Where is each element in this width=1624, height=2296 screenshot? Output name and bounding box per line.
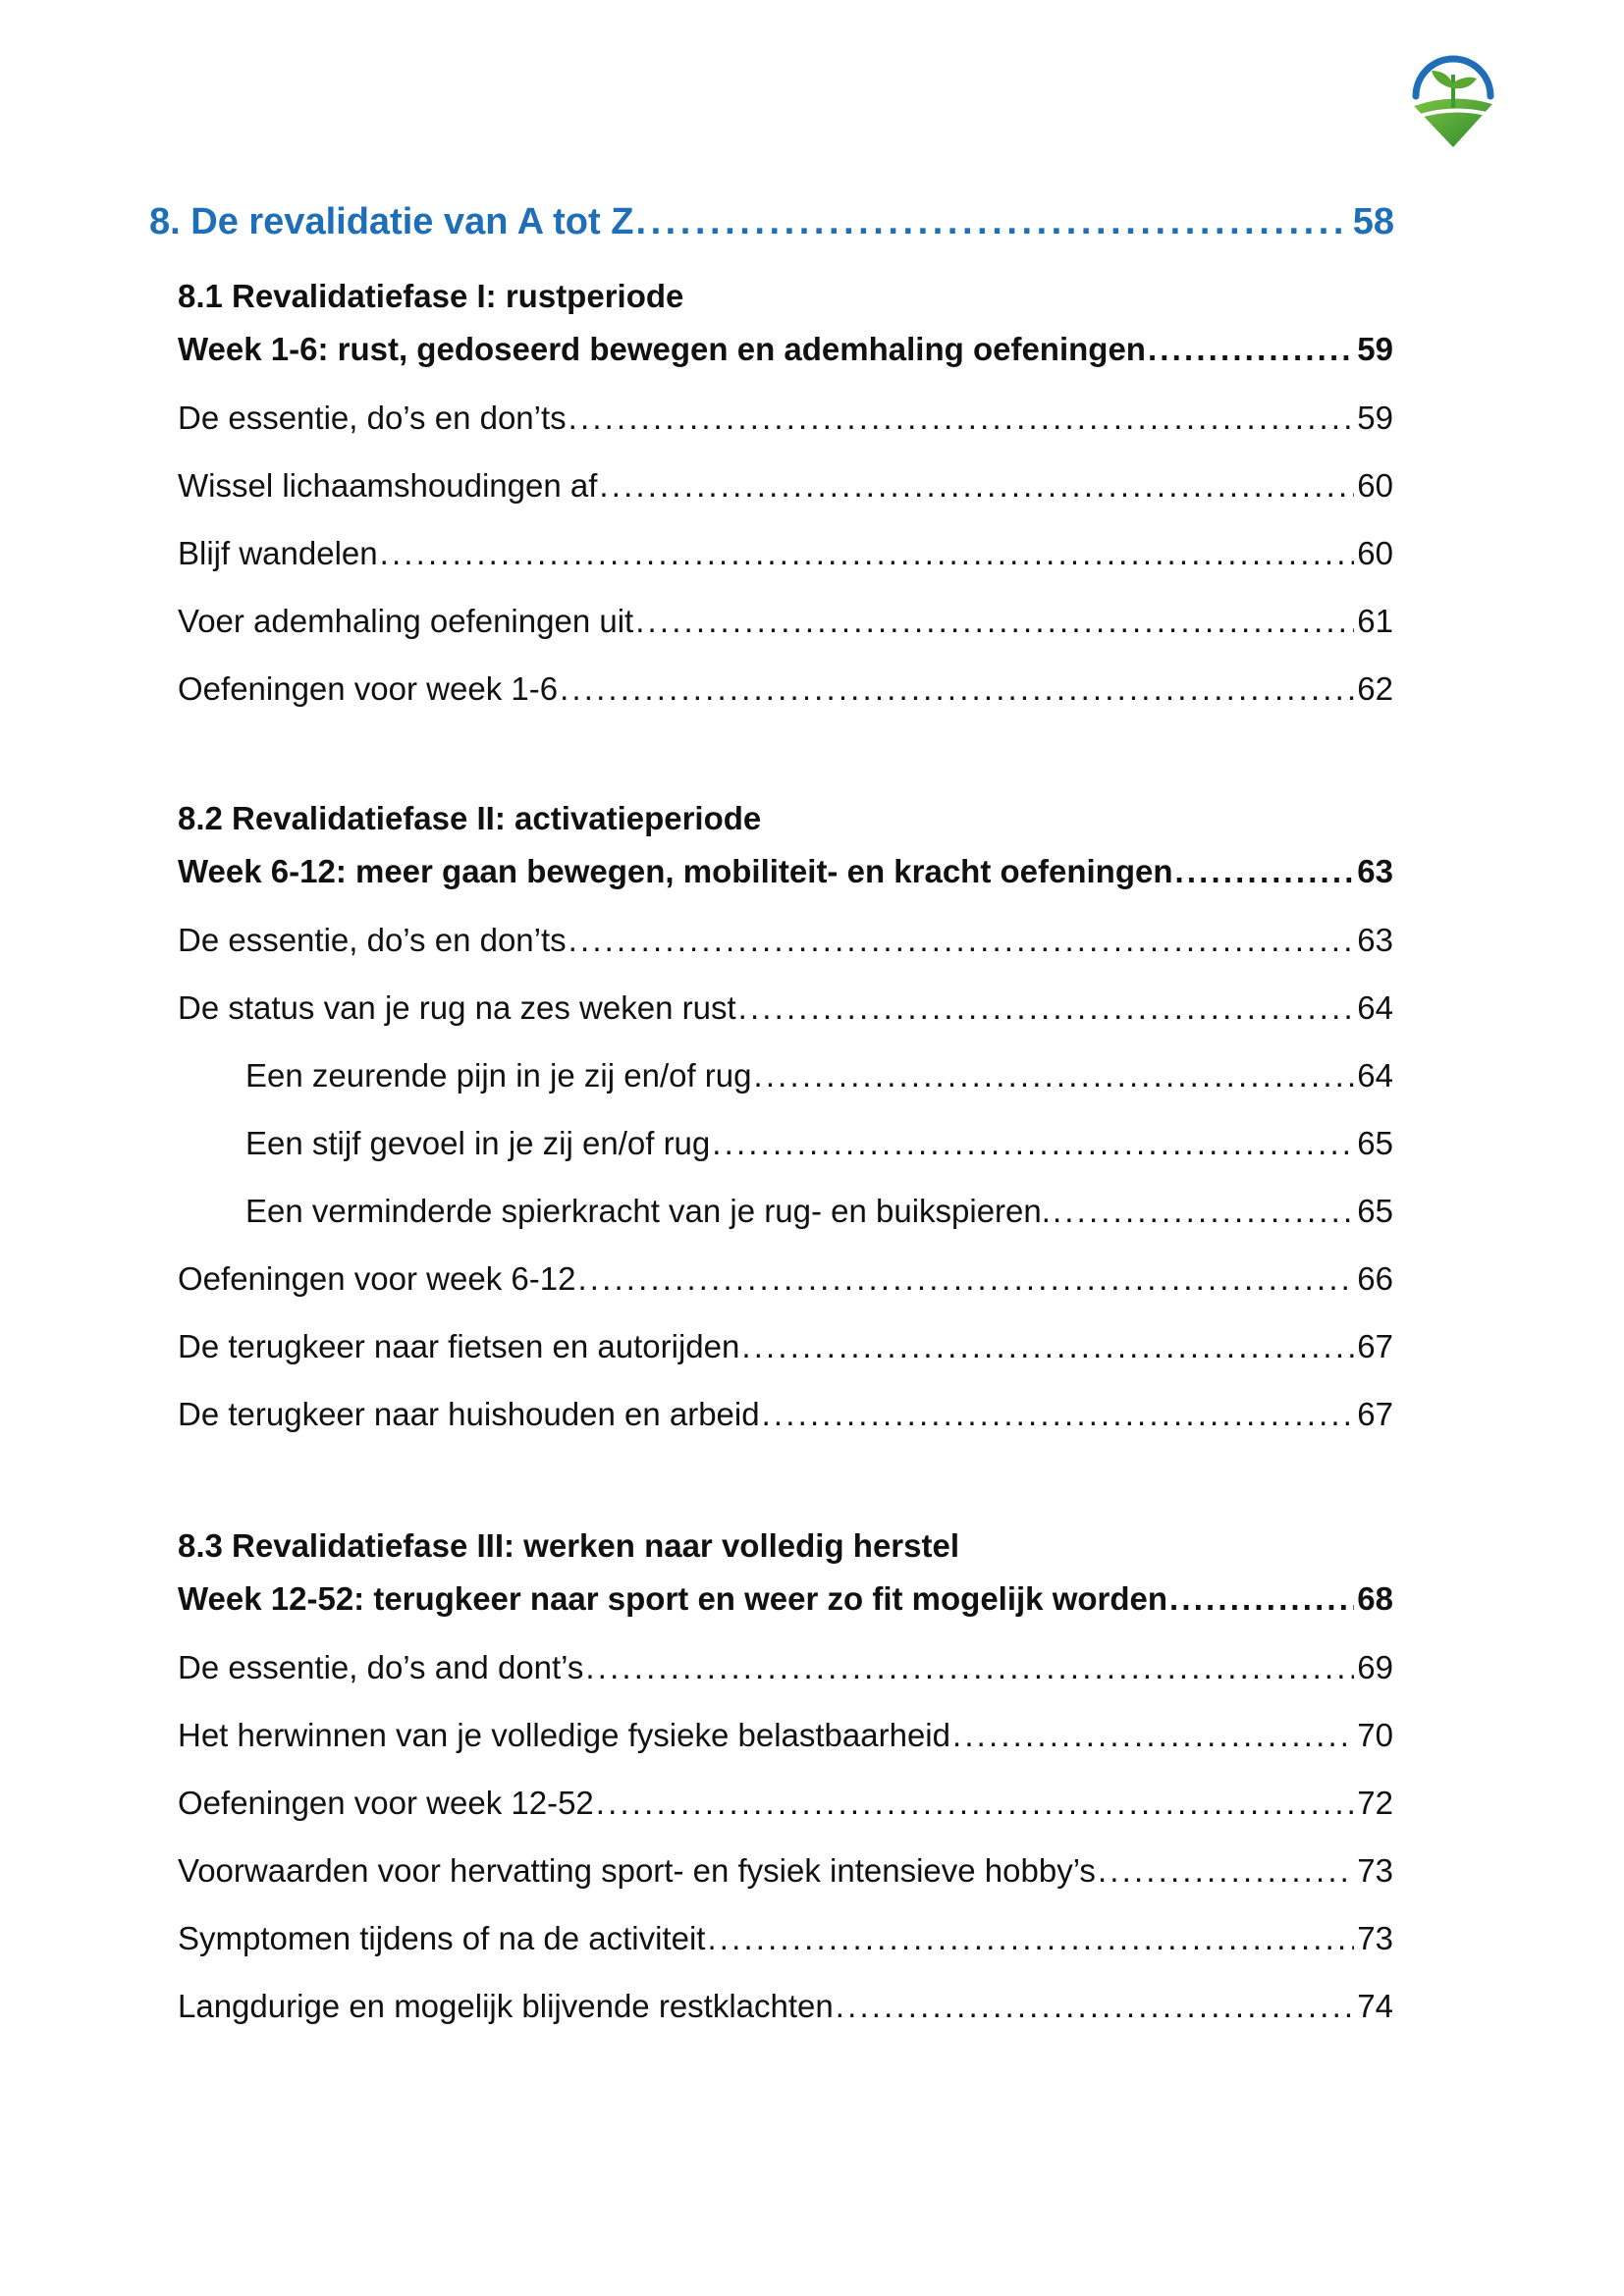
toc-page-number: 73 <box>1357 1920 1393 1956</box>
toc-leader-dots <box>1169 1580 1354 1618</box>
toc-entry[interactable] <box>178 1920 1393 1957</box>
toc-entry[interactable] <box>178 1785 1393 1822</box>
toc-entry-label: De essentie, do’s en don’ts <box>178 400 567 436</box>
toc-page-number: 72 <box>1357 1785 1393 1821</box>
toc-leader-dots <box>1053 1193 1354 1230</box>
toc-entry-label: De status van je rug na zes weken rust <box>178 989 736 1026</box>
toc-leader-dots <box>738 989 1355 1027</box>
toc-entry[interactable] <box>178 467 1393 505</box>
toc-entry[interactable] <box>178 1717 1393 1754</box>
toc-page-number: 68 <box>1357 1580 1393 1617</box>
toc-page-number: 73 <box>1357 1852 1393 1889</box>
toc-entry[interactable] <box>178 1328 1393 1365</box>
toc-entry-label: Wissel lichaamshoudingen af <box>178 467 598 504</box>
toc-chapter-label: 8. De revalidatie van A tot Z <box>149 201 634 242</box>
toc-leader-dots <box>754 1057 1355 1095</box>
toc-leader-dots <box>1098 1852 1354 1890</box>
toc-entry-label: De essentie, do’s en don’ts <box>178 922 567 958</box>
toc-entry-label: Voer ademhaling oefeningen uit <box>178 603 634 639</box>
toc-leader-dots <box>577 1260 1354 1298</box>
toc-leader-dots <box>741 1328 1354 1365</box>
toc-entry[interactable] <box>178 1852 1393 1890</box>
toc-page-number: 63 <box>1357 922 1393 958</box>
toc-section-8-1-title[interactable]: 8.1 Revalidatiefase I: rustperiode <box>178 278 684 314</box>
toc-entry[interactable] <box>178 1988 1393 2025</box>
toc-entry[interactable] <box>178 670 1393 708</box>
toc-week-12-52[interactable] <box>178 1580 1393 1618</box>
toc-entry[interactable] <box>178 603 1393 640</box>
toc-entry[interactable] <box>178 989 1393 1027</box>
toc-leader-dots <box>596 1785 1355 1822</box>
toc-leader-dots <box>599 467 1354 505</box>
toc-entry[interactable] <box>178 400 1393 437</box>
toc-page-number: 74 <box>1357 1988 1393 2024</box>
toc-entry-label: Blijf wandelen <box>178 535 378 571</box>
toc-entry-label: Het herwinnen van je volledige fysieke belastbaarheid <box>178 1717 950 1753</box>
toc-page-number: 65 <box>1357 1125 1393 1161</box>
toc-leader-dots <box>560 670 1354 708</box>
toc-entry-label: Voorwaarden voor hervatting sport- en fysiek intensieve hobby’s <box>178 1852 1096 1889</box>
toc-page-number: 65 <box>1357 1193 1393 1229</box>
toc-leader-dots <box>707 1920 1354 1957</box>
toc-entry-label: Week 1-6: rust, gedoseerd bewegen en ademhaling oefeningen <box>178 331 1146 367</box>
toc-entry-label: Oefeningen voor week 1-6 <box>178 670 559 707</box>
toc-entry-label: Symptomen tijdens of na de activiteit <box>178 1920 706 1956</box>
toc-entry[interactable] <box>178 535 1393 572</box>
toc-page-number: 61 <box>1357 603 1393 639</box>
toc-section-8-3-title[interactable]: 8.3 Revalidatiefase III: werken naar volledig herstel <box>178 1527 960 1564</box>
toc-leader-dots <box>712 1125 1354 1162</box>
toc-page-number: 60 <box>1357 535 1393 571</box>
toc-entry-label: De essentie, do’s and dont’s <box>178 1649 584 1685</box>
toc-subentry[interactable] <box>245 1193 1393 1230</box>
toc-week-1-6[interactable] <box>178 331 1393 368</box>
toc-page-number: 59 <box>1357 400 1393 436</box>
toc-leader-dots <box>380 535 1355 572</box>
toc-leader-dots <box>952 1717 1354 1754</box>
toc-entry-label: Week 6-12: meer gaan bewegen, mobiliteit- en kracht oefeningen <box>178 853 1173 889</box>
toc-entry[interactable] <box>178 1260 1393 1298</box>
toc-page-number: 66 <box>1357 1260 1393 1297</box>
toc-subentry[interactable] <box>245 1125 1393 1162</box>
toc-leader-dots <box>635 603 1354 640</box>
toc-page-number: 63 <box>1357 853 1393 889</box>
seedling-logo-icon <box>1406 45 1500 151</box>
toc-page-number: 64 <box>1357 1057 1393 1094</box>
toc-entry[interactable] <box>178 922 1393 959</box>
toc-entry-label: Langdurige en mogelijk blijvende restklachten <box>178 1988 834 2024</box>
toc-leader-dots <box>585 1649 1354 1686</box>
toc-leader-dots <box>568 400 1355 437</box>
toc-page-number: 67 <box>1357 1328 1393 1364</box>
toc-leader-dots <box>1175 853 1355 890</box>
toc-entry-label: Een stijf gevoel in je zij en/of rug <box>245 1125 711 1161</box>
toc-page-number: 58 <box>1352 201 1394 242</box>
toc-chapter-8[interactable] <box>149 201 1394 243</box>
toc-entry-label: Oefeningen voor week 6-12 <box>178 1260 576 1297</box>
toc-entry[interactable] <box>178 1396 1393 1433</box>
toc-entry-label: Oefeningen voor week 12-52 <box>178 1785 594 1821</box>
toc-entry[interactable] <box>178 1649 1393 1686</box>
toc-leader-dots <box>836 1988 1355 2025</box>
toc-entry-label: Week 12-52: terugkeer naar sport en weer zo fit mogelijk worden <box>178 1580 1168 1617</box>
toc-week-6-12[interactable] <box>178 853 1393 890</box>
toc-page-number: 60 <box>1357 467 1393 504</box>
toc-page-number: 59 <box>1357 331 1393 367</box>
toc-section-8-2-title[interactable]: 8.2 Revalidatiefase II: activatieperiode <box>178 800 762 836</box>
toc-page-number: 69 <box>1357 1649 1393 1685</box>
toc-page-number: 67 <box>1357 1396 1393 1432</box>
toc-leader-dots <box>568 922 1355 959</box>
toc-leader-dots <box>635 201 1349 243</box>
toc-leader-dots <box>762 1396 1355 1433</box>
toc-page-number: 70 <box>1357 1717 1393 1753</box>
toc-leader-dots <box>1148 331 1354 368</box>
toc-page-number: 62 <box>1357 670 1393 707</box>
toc-entry-label: Een zeurende pijn in je zij en/of rug <box>245 1057 752 1094</box>
toc-entry-label: Een verminderde spierkracht van je rug- en buikspieren. <box>245 1193 1051 1229</box>
toc-entry-label: De terugkeer naar huishouden en arbeid <box>178 1396 760 1432</box>
toc-page-number: 64 <box>1357 989 1393 1026</box>
toc-subentry[interactable] <box>245 1057 1393 1095</box>
toc-entry-label: De terugkeer naar fietsen en autorijden <box>178 1328 740 1364</box>
